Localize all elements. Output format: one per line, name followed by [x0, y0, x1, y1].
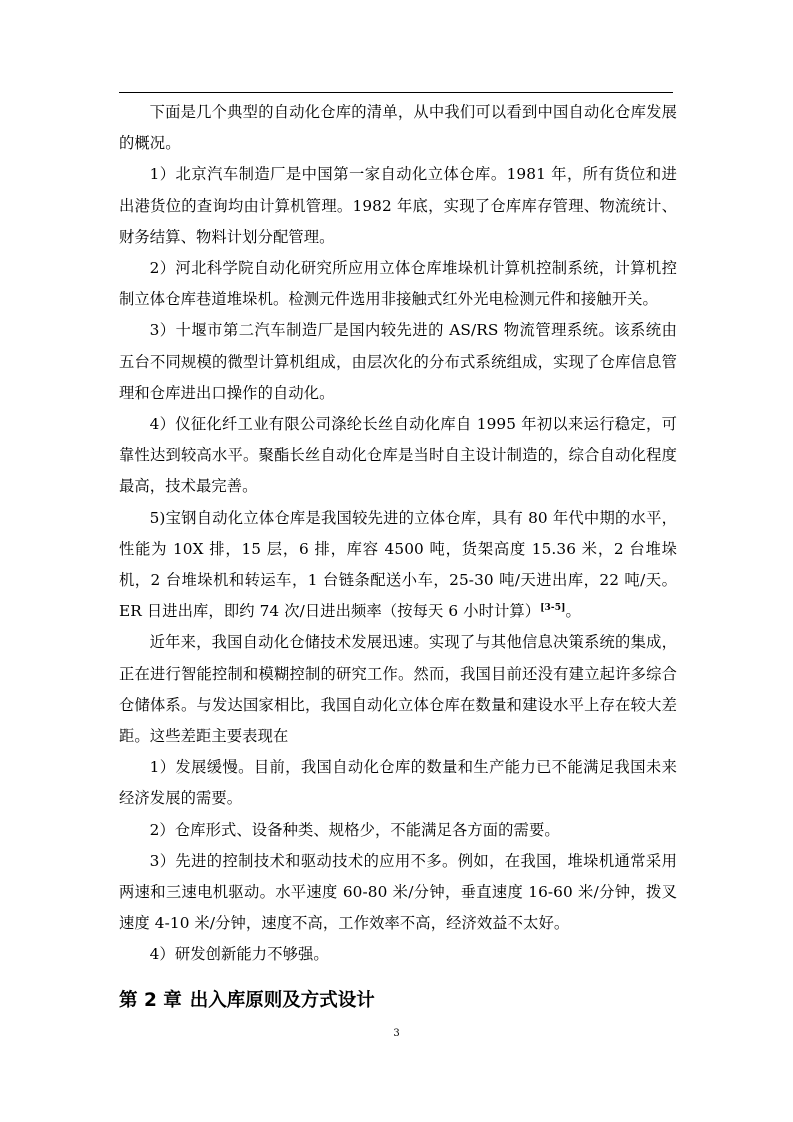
paragraph-item-5-text: 5)宝钢自动化立体仓库是我国较先进的立体仓库，具有 80 年代中期的水平，性能为 10X 排，15 层，6 排，库容 4500 吨，货架高度 15.36 米，2 台堆垛机，2 台堆垛机和转运车，1 台链条配送小车，25-30 吨/天进出库，22 吨/天。ER 日进出库，即约 74 次/日进出频率（按每天 6 小时计算） [119, 508, 677, 621]
paragraph-item-1: 1）北京汽车制造厂是中国第一家自动化立体仓库。1981 年，所有货位和进出港货位的查询均由计算机管理。1982 年底，实现了仓库库存管理、物流统计、财务结算、物料计划分配管理。 [119, 165, 677, 246]
paragraph-recent-years: 近年来，我国自动化仓储技术发展迅速。实现了与其他信息决策系统的集成，正在进行智能控制和模糊控制的研究工作。然而，我国目前还没有建立起许多综合仓储体系。与发达国家相比，我国自动化立体仓库在数量和建设水平上存在较大差距。这些差距主要表现在 [119, 633, 677, 746]
paragraph-gap-4: 4）研发创新能力不够强。 [149, 945, 329, 964]
paragraph-item-3: 3）十堰市第二汽车制造厂是国内较先进的 AS/RS 物流管理系统。该系统由五台不同规模的微型计算机组成，由层次化的分布式系统组成，实现了仓库信息管理和仓库进出口操作的自动化。 [119, 321, 677, 402]
chapter-number: 第 2 章 [119, 990, 182, 1011]
paragraph-item-2: 2）河北科学院自动化研究所应用立体仓库堆垛机计算机控制系统，计算机控制立体仓库巷道堆垛机。检测元件选用非接触式红外光电检测元件和接触开关。 [119, 259, 677, 309]
paragraph-gap-1: 1）发展缓慢。目前，我国自动化仓库的数量和生产能力已不能满足我国未来经济发展的需要。 [119, 758, 677, 808]
paragraph-gap-3: 3）先进的控制技术和驱动技术的应用不多。例如，在我国，堆垛机通常采用两速和三速电机驱动。水平速度 60-80 米/分钟，垂直速度 16-60 米/分钟，拨叉速度 4-10 米/分钟，速度不高，工作效率不高，经济效益不太好。 [119, 851, 677, 933]
page-number: 3 [393, 1028, 400, 1039]
paragraph-intro: 下面是几个典型的自动化仓库的清单，从中我们可以看到中国自动化仓库发展的概况。 [119, 103, 677, 153]
chapter-heading [119, 986, 375, 1016]
citation-tail: 。 [565, 602, 581, 621]
paragraph-item-5 [119, 503, 677, 628]
header-rule [119, 92, 673, 93]
paragraph-item-4: 4）仪征化纤工业有限公司涤纶长丝自动化库自 1995 年初以来运行稳定，可靠性达到较高水平。聚酯长丝自动化仓库是当时自主设计制造的，综合自动化程度最高，技术最完善。 [119, 415, 677, 496]
paragraph-gap-2: 2）仓库形式、设备种类、规格少，不能满足各方面的需要。 [149, 820, 560, 839]
citation-ref: [3-5] [540, 603, 566, 614]
document-body [119, 97, 677, 971]
chapter-title: 出入库原则及方式设计 [189, 990, 375, 1011]
